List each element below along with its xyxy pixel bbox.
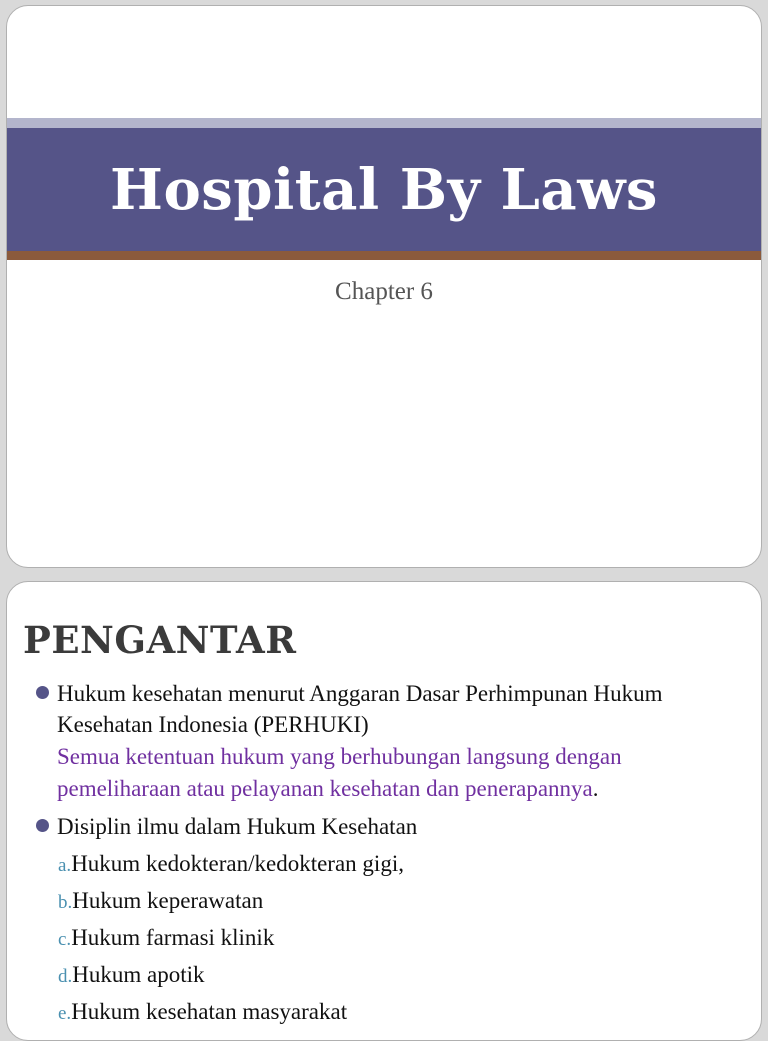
- bullet-item: [21, 811, 751, 842]
- list-item: [21, 957, 751, 994]
- list-item: [21, 883, 751, 920]
- content-slide: [6, 581, 762, 1041]
- title-band-top: [7, 118, 761, 128]
- bullet-text: Hukum kesehatan menurut Anggaran Dasar Perhimpunan Hukum Kesehatan Indonesia (PERHUKI): [57, 681, 663, 737]
- bullet-subtext: [21, 741, 751, 805]
- list-marker: c.: [58, 929, 72, 950]
- bullet-item: [21, 678, 751, 740]
- slide-subtitle: Chapter 6: [335, 278, 433, 305]
- definition-period: .: [592, 776, 599, 801]
- bullet-dot-icon: [36, 819, 49, 832]
- sub-list: [21, 846, 751, 1031]
- bullet-text: Disiplin ilmu dalam Hukum Kesehatan: [57, 814, 418, 839]
- list-marker: e.: [58, 1003, 72, 1024]
- list-marker: a.: [58, 855, 72, 876]
- list-item-text: Hukum farmasi klinik: [71, 925, 275, 950]
- list-item-text: Hukum keperawatan: [72, 888, 264, 913]
- bullet-dot-icon: [36, 686, 49, 699]
- title-accent-bar: [7, 251, 761, 260]
- definition-text: Semua ketentuan hukum yang berhubungan langsung dengan pemeliharaan atau pelayanan kesehatan dan penerapannya: [57, 744, 622, 801]
- list-marker: d.: [58, 966, 73, 987]
- title-slide: [6, 5, 762, 568]
- list-item-text: Hukum kedokteran/kedokteran gigi,: [71, 851, 404, 876]
- list-item-text: Hukum kesehatan masyarakat: [71, 999, 348, 1024]
- slide-title: Hospital By Laws: [110, 156, 658, 223]
- list-marker: b.: [58, 892, 73, 913]
- list-item-text: Hukum apotik: [72, 962, 205, 987]
- list-item: [21, 846, 751, 883]
- list-item: [21, 994, 751, 1031]
- slide-heading: PENGANTAR: [23, 618, 297, 662]
- slide-content: [21, 678, 751, 1031]
- list-item: [21, 920, 751, 957]
